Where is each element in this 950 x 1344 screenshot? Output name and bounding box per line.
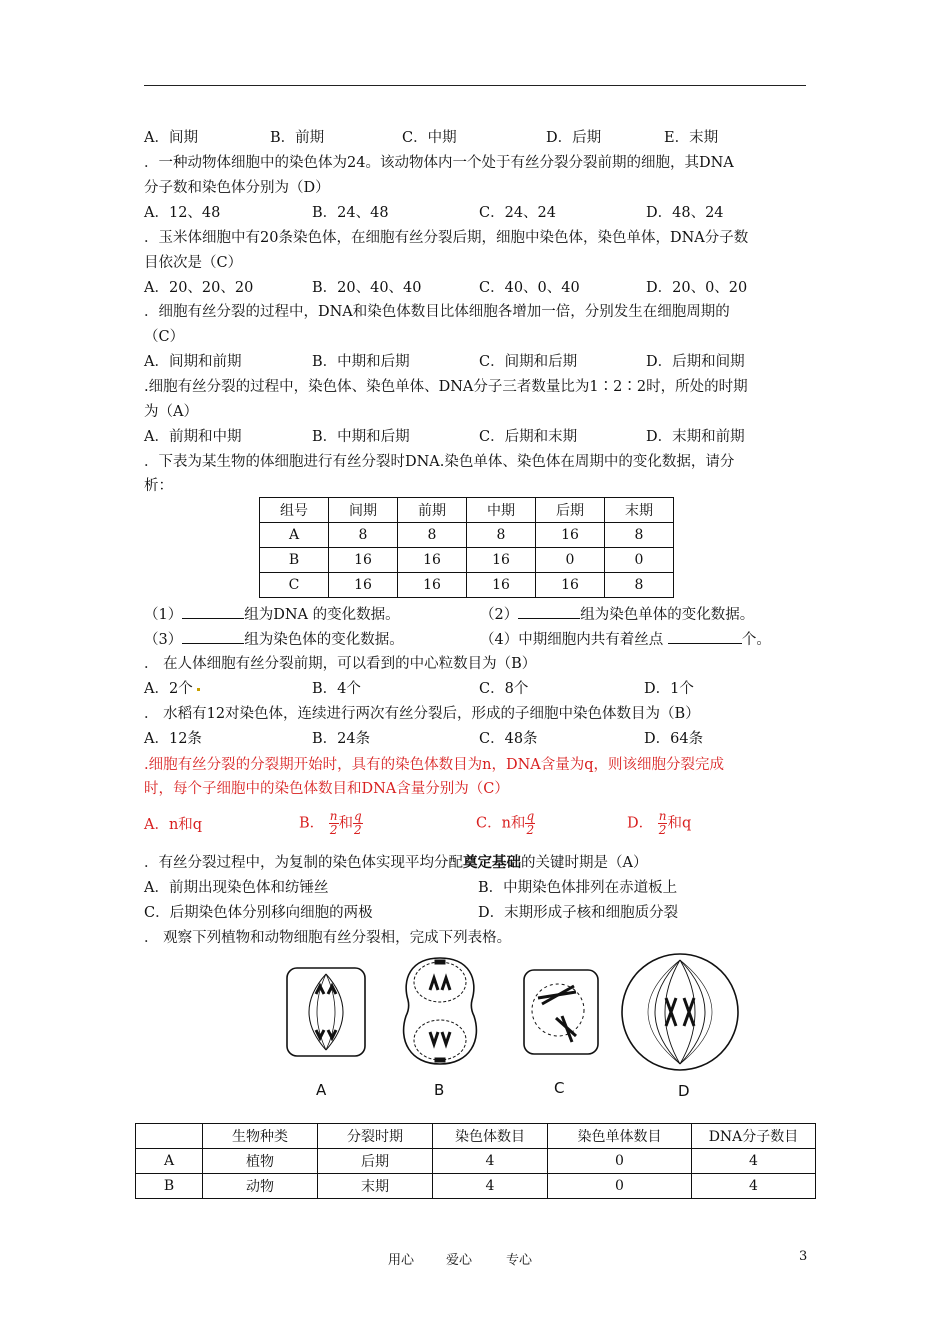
table-header-cell: 前期	[398, 498, 467, 523]
cell-b-figure	[404, 958, 477, 1064]
table-cell: 8	[467, 523, 536, 548]
table-cell: 16	[398, 548, 467, 573]
option-b: B．中期染色体排列在赤道板上	[478, 880, 678, 896]
sub4-suffix: 个。	[741, 632, 771, 648]
cell-c-figure	[524, 970, 598, 1054]
sub3-suffix: 组为染色体的变化数据。	[244, 632, 404, 648]
table-row	[260, 523, 674, 548]
table-cell: 末期	[318, 1174, 433, 1199]
q5-line2: 析：	[144, 478, 173, 494]
option-b: B．20、40、40	[312, 280, 422, 296]
table-cell: 16	[467, 548, 536, 573]
answer-blank-1[interactable]	[182, 604, 244, 619]
sub1-prefix: （1）	[144, 607, 183, 623]
denominator: 2	[329, 823, 338, 837]
table-header-cell: 中期	[467, 498, 536, 523]
option-c: C．48条	[479, 731, 538, 747]
page-number: 3	[799, 1249, 808, 1264]
table-header-row	[136, 1124, 816, 1149]
answer-blank-4[interactable]	[668, 629, 742, 644]
table-cell: 16	[329, 573, 398, 598]
option-a: A．20、20、20	[144, 280, 254, 296]
sub2-prefix: （2）	[480, 607, 519, 623]
option-e: E．末期	[664, 130, 719, 146]
footer-left: 用心	[388, 1253, 415, 1268]
option-b	[299, 810, 363, 837]
option-d-q: q	[681, 815, 692, 832]
option-a: A．间期	[144, 130, 198, 146]
table-header-cell: DNA分子数目	[692, 1124, 816, 1149]
sub-question-4	[480, 629, 771, 650]
q3-line2: （C）	[144, 329, 185, 345]
denominator: 2	[658, 823, 667, 837]
table-row	[136, 1149, 816, 1174]
q6-line1: ． 在人体细胞有丝分裂前期，可以看到的中心粒数目为（B）	[144, 656, 537, 672]
sub4-prefix: （4）中期细胞内共有着丝点	[480, 632, 664, 648]
option-a-text: A．2个	[144, 681, 193, 697]
option-b: B．4个	[312, 681, 361, 697]
option-d: D．20、0、20	[646, 280, 748, 296]
sub1-suffix: 组为DNA 的变化数据。	[244, 607, 400, 623]
table-header-cell: 染色单体数目	[548, 1124, 692, 1149]
answer-blank-3[interactable]	[182, 629, 244, 644]
q7-line1: ． 水稻有12对染色体，连续进行两次有丝分裂后，形成的子细胞中染色体数目为（B）	[144, 706, 700, 722]
option-a: A．间期和前期	[144, 354, 242, 370]
denominator: 2	[354, 823, 362, 837]
option-b: B．前期	[270, 130, 325, 146]
option-d: D．48、24	[646, 205, 724, 221]
option-c-prefix: C．n和	[476, 815, 526, 832]
mark-dot	[197, 688, 200, 691]
option-a: A．n和q	[144, 817, 203, 833]
table-header-cell: 生物种类	[203, 1124, 318, 1149]
option-a: A．12条	[144, 731, 202, 747]
table-cell: A	[260, 523, 329, 548]
q8-line2: 时，每个子细胞中的染色体数目和DNA含量分别为（C）	[144, 781, 509, 797]
option-d: D．64条	[644, 731, 704, 747]
option-c: C．间期和后期	[479, 354, 578, 370]
header-rule	[144, 85, 806, 86]
table-row	[136, 1174, 816, 1199]
table-header-cell: 组号	[260, 498, 329, 523]
option-b-prefix: B．	[299, 815, 325, 832]
table-cell: 16	[536, 573, 605, 598]
q1-line2: 分子数和染色体分别为（D）	[144, 180, 330, 196]
answer-table	[135, 1123, 816, 1199]
table-cell: 4	[692, 1149, 816, 1174]
cell-a-figure	[287, 968, 365, 1056]
option-c	[476, 810, 535, 837]
table-row	[260, 548, 674, 573]
figure-label-b: B	[434, 1081, 445, 1099]
table-cell: 0	[548, 1149, 692, 1174]
option-d: D．1个	[644, 681, 694, 697]
q2-line2: 目依次是（C）	[144, 255, 243, 271]
option-d: D．末期和前期	[646, 429, 745, 445]
option-c: C．40、0、40	[479, 280, 580, 296]
q8-line1: .细胞有丝分裂的分裂期开始时，具有的染色体数目为n，DNA含量为q，则该细胞分裂完成	[144, 757, 725, 773]
option-a: A．12、48	[144, 205, 221, 221]
sub3-prefix: （3）	[144, 632, 183, 648]
table-cell: 0	[605, 548, 674, 573]
table-cell: 0	[536, 548, 605, 573]
figure-label-c: C	[554, 1079, 565, 1097]
sub-question-1	[144, 604, 400, 625]
table-cell: 0	[548, 1174, 692, 1199]
table-header-cell: 末期	[605, 498, 674, 523]
table-header-cell: 分裂时期	[318, 1124, 433, 1149]
table-cell: 4	[433, 1174, 548, 1199]
conjunction: 和	[667, 815, 682, 832]
table-header-cell: 后期	[536, 498, 605, 523]
table-header-cell: 间期	[329, 498, 398, 523]
option-b: B．中期和后期	[312, 354, 410, 370]
footer-mid: 爱心	[446, 1253, 473, 1268]
option-c: C．8个	[479, 681, 529, 697]
figure-label-a: A	[316, 1081, 327, 1099]
table-header-cell	[136, 1124, 203, 1149]
option-d: D．末期形成子核和细胞质分裂	[478, 905, 679, 921]
q4-line2: 为（A）	[144, 404, 198, 420]
fraction-n-over-2	[329, 810, 339, 837]
footer-right: 专心	[506, 1253, 533, 1268]
option-c: C．后期和末期	[479, 429, 578, 445]
sub2-suffix: 组为染色单体的变化数据。	[580, 607, 755, 623]
option-b: B．中期和后期	[312, 429, 410, 445]
option-d-prefix: D．	[627, 815, 654, 832]
fraction-q-over-2	[353, 810, 363, 837]
numerator: q	[354, 809, 362, 823]
conjunction: 和	[338, 815, 353, 832]
option-b: B．24条	[312, 731, 371, 747]
table-cell: 16	[467, 573, 536, 598]
table-header-cell: 染色体数目	[433, 1124, 548, 1149]
q9-text-bold: 奠定基础	[463, 854, 521, 871]
table-cell: B	[260, 548, 329, 573]
table-cell: 植物	[203, 1149, 318, 1174]
table-cell: 16	[329, 548, 398, 573]
q5-line1: ．下表为某生物的体细胞进行有丝分裂时DNA.染色单体、染色体在周期中的变化数据，请分	[144, 454, 735, 470]
table-cell: 8	[605, 573, 674, 598]
option-c: C．后期染色体分别移向细胞的两极	[144, 905, 373, 921]
data-table	[259, 497, 674, 598]
table-cell: 8	[329, 523, 398, 548]
answer-blank-2[interactable]	[518, 604, 580, 619]
table-cell: 4	[692, 1174, 816, 1199]
table-cell: 后期	[318, 1149, 433, 1174]
option-d: D．后期和间期	[646, 354, 745, 370]
q9-text-post: 的关键时期是（A）	[521, 855, 648, 871]
table-header-row	[260, 498, 674, 523]
option-b: B．24、48	[312, 205, 389, 221]
sub-question-2	[480, 604, 754, 625]
figure-label-d: D	[678, 1082, 690, 1100]
table-cell: A	[136, 1149, 203, 1174]
numerator: q	[526, 809, 535, 823]
fraction-q-over-2	[525, 810, 535, 837]
table-cell: 16	[536, 523, 605, 548]
q1-line1: ．一种动物体细胞中的染色体为24。该动物体内一个处于有丝分裂分裂前期的细胞，其DNA	[144, 155, 734, 171]
option-d: D．后期	[546, 130, 602, 146]
option-c: C．中期	[402, 130, 457, 146]
option-a	[144, 679, 200, 699]
q9-line1	[144, 853, 647, 873]
q10-line1: ． 观察下列植物和动物细胞有丝分裂相，完成下列表格。	[144, 930, 512, 946]
cell-d-figure	[622, 954, 738, 1070]
option-c: C．24、24	[479, 205, 556, 221]
q4-line1: .细胞有丝分裂的过程中，染色体、染色单体、DNA分子三者数量比为1∶2∶2时，所处的时期	[144, 379, 748, 395]
q2-line1: ．玉米体细胞中有20条染色体，在细胞有丝分裂后期，细胞中染色体，染色单体，DNA分子数	[144, 230, 749, 246]
table-cell: C	[260, 573, 329, 598]
sub-question-3	[144, 629, 404, 650]
q3-line1: ．细胞有丝分裂的过程中，DNA和染色体数目比体细胞各增加一倍，分别发生在细胞周期的	[144, 304, 730, 320]
numerator: n	[658, 809, 667, 823]
numerator: n	[329, 809, 338, 823]
option-d	[627, 810, 691, 837]
table-cell: 8	[398, 523, 467, 548]
table-row	[260, 573, 674, 598]
q9-text-pre: ．有丝分裂过程中，为复制的染色体实现平均分配	[144, 855, 463, 871]
table-cell: 动物	[203, 1174, 318, 1199]
table-cell: B	[136, 1174, 203, 1199]
table-cell: 8	[605, 523, 674, 548]
denominator: 2	[526, 823, 535, 837]
table-cell: 4	[433, 1149, 548, 1174]
option-a: A．前期出现染色体和纺锤丝	[144, 880, 329, 896]
option-a: A．前期和中期	[144, 429, 242, 445]
table-cell: 16	[398, 573, 467, 598]
